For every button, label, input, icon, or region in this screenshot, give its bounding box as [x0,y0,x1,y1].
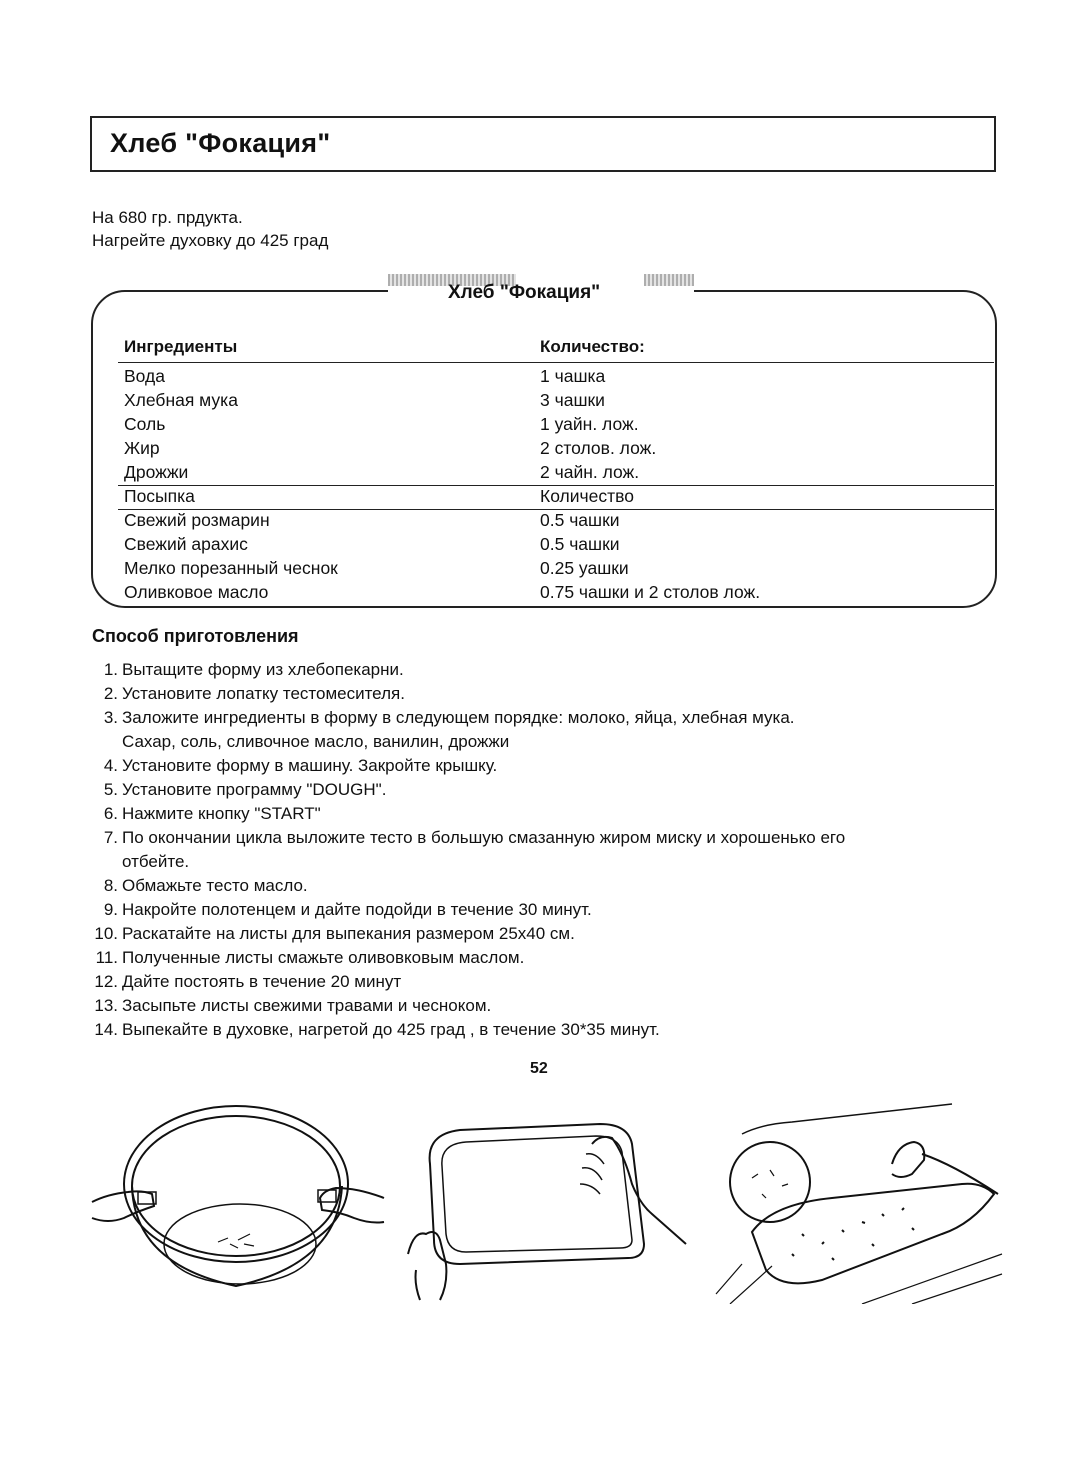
topping-quantity: 0.5 чашки [540,534,620,554]
step-number: 2. [103,684,118,703]
step-text: Дайте постоять в течение 20 минут [122,972,402,991]
step-text: Полученные листы смажьте оливовковым маслом. [122,948,525,967]
holding-wrist [416,1270,421,1300]
step-text: Установите программу "DOUGH". [122,780,387,799]
step-number: 3. [103,708,118,727]
ingredient-name: Соль [124,414,166,434]
step-text: Установите лопатку тестомесителя. [122,684,405,703]
step-number: 14. [94,1020,118,1039]
step-number: 6. [103,804,118,823]
holding-hand [408,1232,446,1300]
title-box [90,116,996,172]
topping-header-quantity: Количество [540,486,634,506]
pan-rim [124,1106,348,1262]
background-line [742,1104,952,1134]
list-item [88,682,1008,706]
ingredient-quantity: 1 чашка [540,366,606,386]
step-number: 10. [94,924,118,943]
topping-name: Мелко порезанный чеснок [124,558,338,578]
table-row [124,460,964,484]
step-number: 8. [103,876,118,895]
step-text-continued: Сахар, соль, сливочное масло, ванилин, дрожжи [122,732,510,751]
left-hand [92,1191,154,1221]
step-number: 11. [95,948,118,967]
dough-sheet-illustration [400,1094,690,1304]
intro [92,206,328,252]
list-item [88,874,1008,898]
table-row [124,580,964,604]
step-text: Накройте полотенцем и дайте подойди в течение 30 минут. [122,900,592,919]
header-ingredients: Ингредиенты [124,337,238,356]
page-number: 52 [530,1060,548,1077]
table-divider [118,362,994,363]
list-item [88,754,1008,778]
bowl-herbs [752,1170,788,1198]
step-text-continued: отбейте. [122,852,190,871]
step-text: Обмажьте тесто масло. [122,876,308,895]
pan-removal-illustration [88,1094,388,1294]
step-text: Выпекайте в духовке, нагретой до 425 град , в течение 30*35 минут. [122,1020,660,1039]
topping-name: Оливковое масло [124,582,269,602]
table-row [124,364,964,388]
method-steps [88,658,1008,1042]
step-text: Засыпьте листы свежими травами и чесноком. [122,996,492,1015]
step-text: Вытащите форму из хлебопекарни. [122,660,404,679]
list-item [88,994,1008,1018]
dough-layer [442,1136,632,1252]
topping-quantity: 0.25 уашки [540,558,629,578]
topping-header-label: Посыпка [124,486,195,506]
list-item [88,970,1008,994]
table-row [124,508,964,532]
topping-name: Свежий розмарин [124,510,270,530]
list-item [88,1018,1008,1042]
pan-inner-rim [132,1116,340,1256]
herb-bowl [730,1142,810,1222]
sprinkling-hand [892,1142,924,1177]
method-title: Способ приготовления [92,626,299,646]
table-edge-lines [716,1254,1002,1304]
step-number: 9. [103,900,118,919]
ingredient-quantity: 3 чашки [540,390,605,410]
topping-quantity: 0.75 чашки и 2 столов лож. [540,582,761,602]
list-item [88,658,1008,682]
header-quantity: Количество: [540,337,645,356]
step-number: 5. [103,780,118,799]
step-text: Раскатайте на листы для выпекания размером 25x40 см. [122,924,575,943]
ingredient-name: Жир [124,438,160,458]
table-row [124,556,964,580]
step-number: 7. [103,828,118,847]
page-title: Хлеб "Фокация" [110,128,331,158]
intro-oven: Нагрейте духовку до 425 град [92,231,329,250]
ingredient-rows [124,364,964,604]
ingredient-name: Вода [124,366,165,386]
step-text: Установите форму в машину. Закройте крышку. [122,756,498,775]
list-item [88,778,1008,802]
topping-name: Свежий арахис [124,534,248,554]
step-text: Заложите ингредиенты в форму в следующем порядке: молоко, яйца, хлебная мука. [122,708,795,727]
caption-hatch-right [644,274,694,286]
step-number: 12. [94,972,118,991]
table-row [124,532,964,556]
ingredient-quantity: 2 чайн. лож. [540,462,640,482]
table-caption [388,274,694,308]
table-row [124,412,964,436]
step-number: 13. [94,996,118,1015]
ingredient-name: Дрожжи [124,462,189,482]
table-row [124,436,964,460]
baking-sheet [430,1124,644,1264]
hand-fingers [580,1154,604,1194]
list-item [88,922,1008,946]
ingredient-quantity: 1 уайн. лож. [540,414,639,434]
list-item [88,802,1008,826]
herbs-sprinkling-illustration [712,1094,1008,1304]
intro-yield: На 680 гр. прдукта. [92,208,243,227]
topping-quantity: 0.5 чашки [540,510,620,530]
step-number: 4. [103,756,118,775]
table-caption-text: Хлеб "Фокация" [448,282,601,303]
ingredient-name: Хлебная мука [124,390,238,410]
list-item [88,706,1008,754]
pressing-hand [592,1137,686,1244]
kneading-blade [218,1234,254,1248]
step-text: По окончании цикла выложите тесто в большую смазанную жиром миску и хорошенько его [122,828,846,847]
ingredient-quantity: 2 столов. лож. [540,438,657,458]
topping-header-row [124,484,964,508]
table-row [124,388,964,412]
step-text: Нажмите кнопку "START" [122,804,321,823]
list-item [88,826,1008,874]
list-item [88,898,1008,922]
dough-sheet [752,1184,994,1284]
list-item [88,946,1008,970]
step-number: 1. [103,660,118,679]
